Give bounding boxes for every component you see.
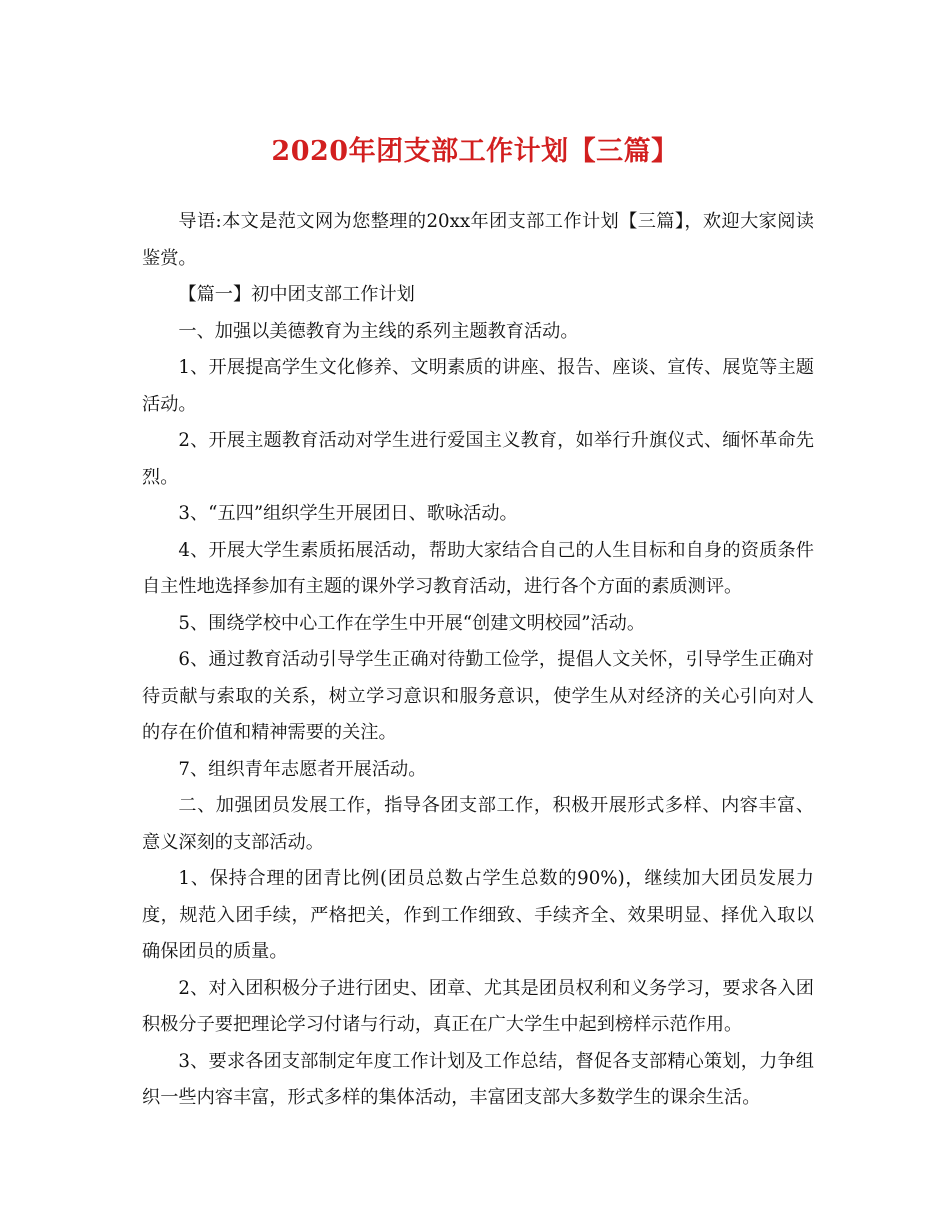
list-item: 6、通过教育活动引导学生正确对待勤工俭学，提倡人文关怀，引导学生正确对待贡献与索取的关系，树立学习意识和服务意识，使学生从对经济的关心引向对人的存在价值和精神需要的关注。 (142, 649, 814, 743)
list-item: 5、围绕学校中心工作在学生中开展“创建文明校园”活动。 (178, 612, 646, 634)
list-item: 4、开展大学生素质拓展活动，帮助大家结合自己的人生目标和自身的资质条件自主性地选择参加有主题的课外学习教育活动，进行各个方面的素质测评。 (142, 539, 814, 597)
list-item: 1、开展提高学生文化修养、文明素质的讲座、报告、座谈、宣传、展览等主题活动。 (142, 357, 814, 415)
item-heading-one: 一、加强以美德教育为主线的系列主题教育活动。 (178, 320, 579, 342)
list-item: 2、开展主题教育活动对学生进行爱国主义教育，如举行升旗仪式、缅怀革命先烈。 (142, 430, 814, 488)
section-heading-part-one: 【篇一】初中团支部工作计划 (178, 284, 415, 305)
list-item: 7、组织青年志愿者开展活动。 (178, 758, 427, 780)
intro-paragraph: 导语:本文是范文网为您整理的20xx年团支部工作计划【三篇】，欢迎大家阅读鉴赏。 (142, 211, 814, 269)
document-body (142, 204, 814, 1117)
item-heading-two: 二、加强团员发展工作，指导各团支部工作，积极开展形式多样、内容丰富、意义深刻的支部活动。 (142, 795, 814, 853)
list-item: 2、对入团积极分子进行团史、团章、尤其是团员权利和义务学习，要求各入团积极分子要把理论学习付诸与行动，真正在广大学生中起到榜样示范作用。 (142, 977, 814, 1035)
document-title: 2020年团支部工作计划【三篇】 (271, 136, 679, 167)
list-item: 1、保持合理的团青比例(团员总数占学生总数的90%)，继续加大团员发展力度，规范入团手续，严格把关，作到工作细致、手续齐全、效果明显、择优入取以确保团员的质量。 (142, 868, 814, 962)
list-item: 3、“五四”组织学生开展团日、歌咏活动。 (178, 503, 518, 524)
list-item: 3、要求各团支部制定年度工作计划及工作总结，督促各支部精心策划，力争组织一些内容丰富，形式多样的集体活动，丰富团支部大多数学生的课余生活。 (142, 1050, 814, 1108)
